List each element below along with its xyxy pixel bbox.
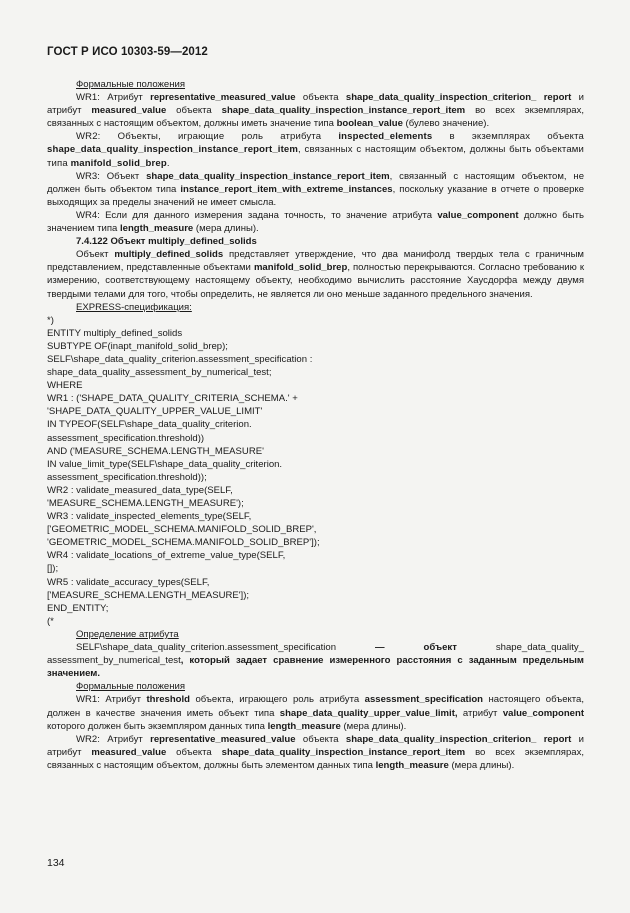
bold-term: inspected_elements [338,131,433,143]
text-run: во всех экземплярах, связанных с настоящим объектом, должны иметь значение типа [47,105,584,130]
page-number: 134 [47,857,65,869]
code-line: *) [47,314,54,326]
code-line: (* [47,615,54,627]
bold-term: shape_data_quality_inspection_criterion_ report [345,92,572,104]
code-line: SELF\shape_data_quality_criterion.assessment_specification : [47,353,313,365]
code-line: WR5 : validate_accuracy_types(SELF, [47,576,210,588]
text-run: , связанный с настоящим объектом, не должен быть объектом типа [47,170,585,195]
bold-term: measured_value [91,105,167,117]
bold-term: , который задает сравнение измеренного расстояния с заданным предельным значением. [47,655,584,680]
text-run: shape_data_quality_ assessment_by_numerical_test [47,642,584,667]
paragraph-wr2 [47,130,584,169]
code-line: WR4 : validate_locations_of_extreme_value_type(SELF, [47,550,286,562]
bold-term: shape_data_quality_upper_value_limit, [279,707,458,719]
code-line: shape_data_quality_assessment_by_numerical_test; [47,367,272,379]
text-run: и атрибут [47,92,584,117]
express-code-block [47,314,584,628]
text-run: WR1: Атрибут [76,92,151,104]
code-line: 'MEASURE_SCHEMA.LENGTH_MEASURE'); [47,498,244,509]
bold-term: measured_value [91,746,167,758]
text-run: объекта [295,733,346,745]
bold-term: manifold_solid_brep [253,262,348,274]
bold-term: — объект [336,642,496,654]
code-line: ENTITY multiply_defined_solids [47,327,183,339]
text-run: в экземплярах объекта [432,131,584,143]
text-run: , поскольку указание в отчете о проверке выходящих за пределы значений не имеет смысла. [47,183,584,208]
code-line: 'GEOMETRIC_MODEL_SCHEMA.MANIFOLD_SOLID_BREP']); [47,537,320,549]
bold-term: manifold_solid_brep [70,157,167,169]
code-line: IN value_limit_type(SELF\shape_data_quality_criterion. [47,458,283,470]
code-line: AND ('MEASURE_SCHEMA.LENGTH_MEASURE' [47,445,264,457]
document-header: ГОСТ Р ИСО 10303-59—2012 [47,46,208,58]
text-run: WR2: Объекты, играющие роль атрибута [76,131,339,143]
text-run: (мера длины). [448,759,515,771]
text-run: объекта [166,746,222,758]
text-run: , полностью перекрываются. Согласно требованию к измерению, соответствующему настоящему объекту, необходимо вычислить расстояние Хаусдорфа между двумя твердыми телами для того, чтобы определить, не является ли оно меньше заданного предельного значения. [47,262,584,300]
bold-term: length_measure [120,223,194,235]
code-line: assessment_specification.threshold)) [47,432,205,444]
bold-term: value_component [437,209,519,221]
bold-term: shape_data_quality_inspection_instance_report_item [146,170,390,182]
code-line: END_ENTITY; [47,602,109,614]
code-line: WR2 : validate_measured_data_type(SELF, [47,484,233,496]
bold-term: threshold [146,694,190,706]
paragraph-wr3 [47,170,584,209]
text-run: представляет утверждение, что два манифолд твердых тела с граничным представлением, представленные объектами [47,249,585,274]
text-run: во всех экземплярах, связанных с настоящим объектом, должны быть элементом данных типа [47,746,584,771]
heading-attribute-definition: Определение атрибута [76,628,179,640]
section-title: 7.4.122 Объект multiply_defined_solids [76,236,257,248]
text-run: (булево значение). [402,118,490,130]
text-run: и атрибут [47,733,584,758]
text-run: объекта, играющего роль атрибута [189,694,365,706]
bold-term: length_measure [267,720,341,732]
bold-term: shape_data_quality_inspection_instance_report_item [221,746,466,758]
code-line: assessment_specification.threshold)); [47,471,207,483]
paragraph-wr4 [47,209,584,235]
code-line: WR3 : validate_inspected_elements_type(SELF, [47,511,252,523]
text-run: . [166,157,170,169]
code-line: SUBTYPE OF(inapt_manifold_solid_brep); [47,340,228,352]
text-run: объекта [295,92,346,104]
code-line: WHERE [47,380,83,392]
bold-term: shape_data_quality_inspection_instance_report_item [47,144,299,156]
bold-term: multiply_defined_solids [114,249,224,261]
bold-term: assessment_specification [364,694,484,706]
document-body [47,78,584,772]
bold-term: value_component [502,707,584,719]
text-run: WR2: Атрибут [76,733,151,745]
text-run: SELF\shape_data_quality_criterion.assessment_specification [76,642,337,654]
paragraph-attribute [47,641,584,680]
paragraph-wr1 [47,91,584,130]
bold-term: representative_measured_value [150,92,296,104]
code-line: ['GEOMETRIC_MODEL_SCHEMA.MANIFOLD_SOLID_BREP', [47,524,317,536]
bold-term: shape_data_quality_inspection_instance_report_item [221,105,466,117]
code-line: []); [47,563,59,575]
text-run: WR1: Атрибут [76,694,147,706]
code-line: ['MEASURE_SCHEMA.LENGTH_MEASURE']); [47,589,250,601]
text-run: WR3: Объект [76,170,147,182]
heading-formal-provisions: Формальные положения [76,79,186,90]
code-line: 'SHAPE_DATA_QUALITY_UPPER_VALUE_LIMIT' [47,406,263,418]
text-run: атрибут [457,707,503,719]
bold-term: shape_data_quality_inspection_criterion_ report [345,733,572,745]
code-line: IN TYPEOF(SELF\shape_data_quality_criterion. [47,419,252,431]
text-run: (мера длины). [193,223,259,235]
text-run: , связанных с настоящим объектом, должны быть объектами типа [47,144,584,169]
code-line: WR1 : ('SHAPE_DATA_QUALITY_CRITERIA_SCHEMA.' + [47,393,298,405]
text-run: должно быть значением типа [47,209,584,235]
text-run: WR4: Если для данного измерения задана точность, то значение атрибута [76,209,438,221]
paragraph-wr2-2 [47,733,584,772]
bold-term: representative_measured_value [150,733,296,745]
text-run: которого должен быть экземпляром данных типа [47,720,268,732]
paragraph-wr1-2 [47,693,584,732]
text-run: настоящего объекта, должен в качестве значения иметь объект типа [47,694,585,719]
text-run: Объект [76,249,115,261]
paragraph-intro [47,248,584,300]
heading-express-spec: EXPRESS-спецификация: [76,301,192,313]
heading-formal-provisions-2: Формальные положения [76,681,186,693]
text-run: объекта [166,105,222,117]
text-run: (мера длины). [340,720,407,732]
bold-term: boolean_value [336,118,403,130]
bold-term: length_measure [375,759,449,771]
bold-term: instance_report_item_with_extreme_instances [180,183,393,195]
